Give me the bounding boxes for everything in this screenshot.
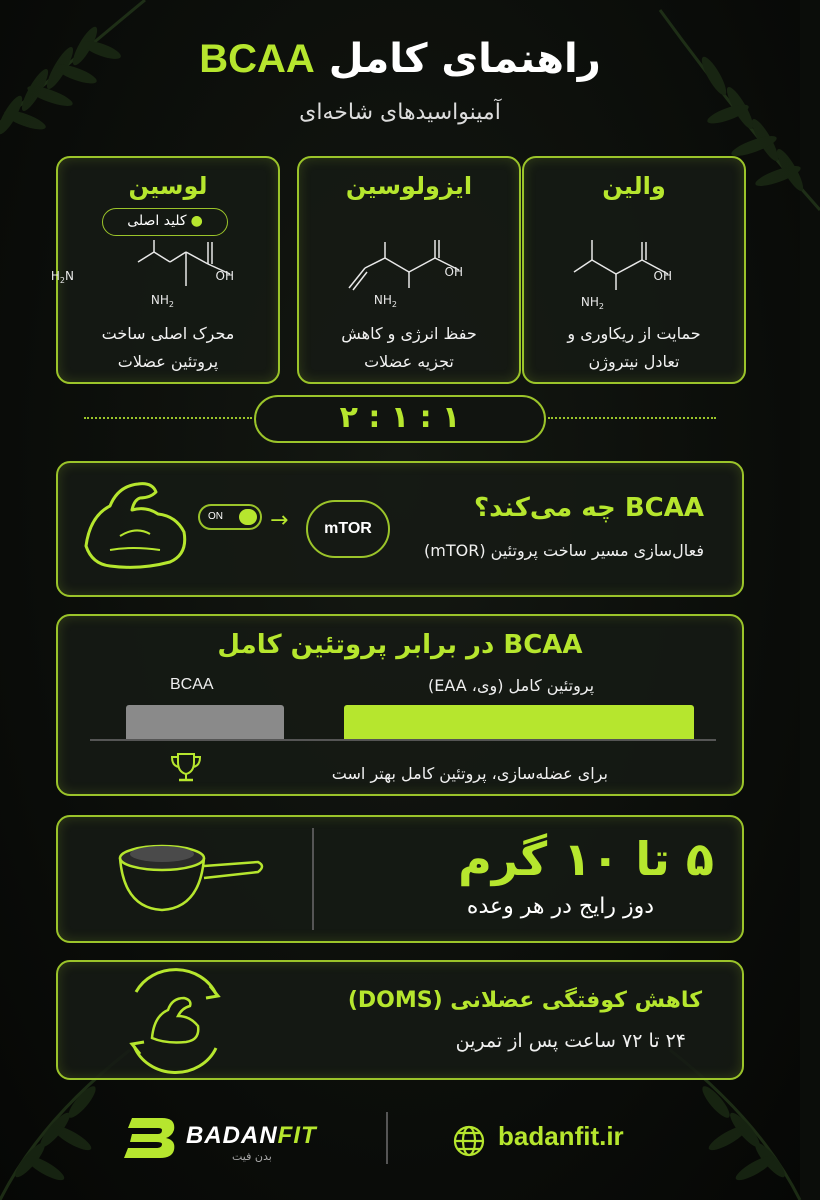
recovery-cycle-icon: [106, 972, 242, 1068]
arrow-right-icon: →: [270, 508, 289, 533]
footer-divider: [386, 1112, 388, 1164]
trophy-icon: [166, 752, 206, 784]
key-icon: ●: [190, 213, 203, 229]
logo-subtext: بدن فیت: [232, 1150, 272, 1163]
page-subtitle: آمینواسیدهای شاخه‌ای: [299, 100, 501, 125]
comparison-note: برای عضله‌سازی، پروتئین کامل بهتر است: [331, 764, 608, 783]
dose-divider: [312, 828, 314, 930]
amino-name: والین: [602, 172, 666, 200]
ratio-divider-right: [548, 417, 716, 419]
leucine-structure-icon: [50, 240, 272, 320]
bar-label-whole-protein: پروتئین کامل (وی، EAA): [428, 676, 595, 695]
toggle-knob: [239, 509, 257, 525]
isoleucine-structure-icon: [309, 240, 513, 320]
mtor-circle: mTOR: [306, 500, 390, 558]
title-text: راهنمای کامل: [328, 36, 601, 82]
mechanism-text: فعال‌سازی مسیر ساخت پروتئین (mTOR): [424, 541, 704, 560]
oh-label: OH: [444, 265, 463, 279]
chart-baseline: [90, 739, 716, 741]
amino-card-leucine: [50, 156, 280, 384]
amino-desc: حفظ انرژی و کاهش تجزیه عضلات: [341, 324, 477, 371]
nh2-label: $NH_2$: [373, 293, 397, 309]
nh2-label: $NH_2$: [150, 293, 174, 309]
h2n-label: $H_2N$: [50, 269, 74, 285]
amino-name: لوسین: [128, 172, 208, 200]
oh-label: OH: [215, 269, 234, 283]
nh2-label: $NH_2$: [580, 295, 604, 311]
globe-icon: [452, 1124, 486, 1158]
amino-desc: محرک اصلی ساخت پروتئین عضلات: [101, 324, 235, 371]
scoop-icon: [110, 836, 270, 920]
doms-text: ۲۴ تا ۷۲ ساعت پس از تمرین: [455, 1030, 686, 1052]
comparison-title: BCAA در برابر پروتئین کامل: [217, 630, 583, 660]
badanfit-logo-icon: [122, 1116, 180, 1160]
key-badge: ●کلید اصلی: [102, 208, 228, 236]
amino-name: ایزولوسین: [345, 172, 473, 200]
website-link[interactable]: badanfit.ir: [498, 1121, 624, 1151]
bar-whole-protein: [344, 705, 694, 739]
amino-card-valine: [522, 156, 746, 384]
bar-bcaa: [126, 705, 284, 739]
doms-title: کاهش کوفتگی عضلانی (DOMS): [347, 988, 702, 1013]
flexed-arm-icon: [80, 476, 192, 576]
title-brand: BCAA: [199, 37, 315, 81]
valine-structure-icon: [534, 240, 738, 320]
bar-label-bcaa: BCAA: [170, 676, 214, 693]
page-title: [0, 36, 800, 82]
amino-desc: حمایت از ریکاوری و تعادل نیتروژن: [567, 324, 701, 371]
ratio-pill: ۲ : ۱ : ۱: [254, 395, 546, 443]
oh-label: OH: [653, 269, 672, 283]
on-toggle: ON: [198, 504, 262, 530]
mechanism-title: BCAA چه می‌کند؟: [473, 493, 704, 523]
amino-card-isoleucine: [297, 156, 521, 384]
logo-wordmark: BADANFIT: [186, 1122, 317, 1149]
dose-text: دوز رایج در هر وعده: [466, 894, 654, 919]
dose-amount: ۵ تا ۱۰ گرم: [458, 832, 714, 886]
ratio-divider-left: [84, 417, 252, 419]
